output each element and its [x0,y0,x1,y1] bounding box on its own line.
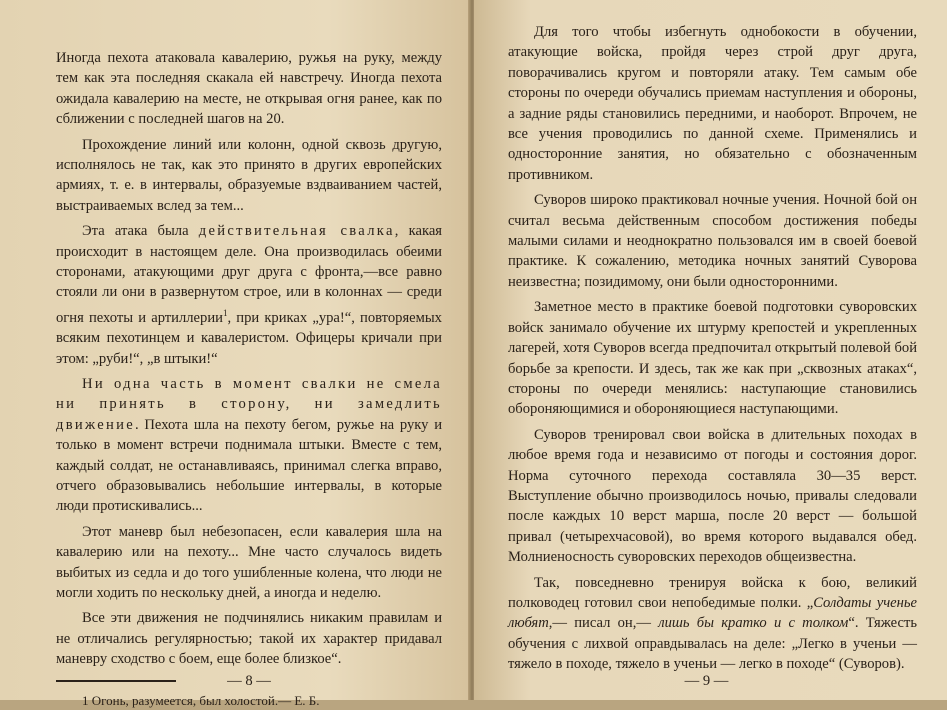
page-number: — 8 — [227,673,271,689]
paragraph: Иногда пехота атаковала кавалерию, ружья на руку, между тем как эта последняя скакала ей навстречу. Иногда пехота ожидала кавалерию на месте, не открывая огня ранее, как по сближении с последней шагов на 20. [56,50,442,128]
paragraph: Суворов тренировал свои войска в длительных походах в любое время года и независимо от погоды и состояния дорог. Норма суточного перехода составляла 30—35 верст. Выступление обычно производилось ночью, привалы следовали после каждых 10 верст марша, после 20 верст — большой привал (четырехчасовой), во время которого выдавался обед. Молниеносность суворовских переходов общеизвестна. [508,426,917,566]
italic-quote: лишь бы кратко и с толком [658,615,849,632]
paragraph: Этот маневр был небезопасен, если кавалерия шла на кавалерию или на пехоту... Мне часто случалось видеть выбитых из седла и до того ушибленные колена, что люди не могли ходить по нескольку дней, а иногда и неделю. [56,523,442,602]
right-page [474,0,947,700]
text-run: “. Тяжесть обучения с лихвой оправдывалась на деле: „Легко в ученьи — тяжело в походе, тяжело в ученьи — легко в походе“ (Суворов). [508,615,918,673]
paragraph [508,573,917,675]
paragraph: Суворов широко практиковал ночные учения. Ночной бой он считал весьма действенным способом достижения победы малыми силами и неоднократно пользовался им в своей боевой практике. К сожалению, методика ночных занятий Суворова неизвестна; позидимому, они были односторонними. [508,192,917,290]
paragraph [56,221,442,369]
spaced-text: Ни одна часть в момент свалки не смела ни принять в сторону, ни замедлить движение [56,375,442,433]
italic-quote: Солдаты ученье любят [508,594,917,632]
paragraph [56,374,442,517]
footnote-ref: 1 [222,307,228,318]
text-run: , какая происходит в настоящем деле. Она производилась обеими сторонами, атакующими друг друга с фронта,—все равно стояли ли они в развернутом строе, или в колоннах — среди огня пехоты и артиллерии [56,223,443,326]
paragraph: Заметное место в практике боевой подготовки суворовских войск занимало обучение их штурму крепостей и укрепленных лагерей, хотя Суворов всегда предпочитал открытый полевой бой борьбе за крепости. И здесь, так же как при „сквозных атаках“, стороны по очереди менялись: наступающие становились обороняющимися и обороняющиеся наступающими. [508,299,917,418]
text-run: . Пехота шла на пехоту бегом, ружье на руку и только в момент встречи поднимала штыки. Вместе с тем, каждый солдат, не останавливаясь, принимал слегка вправо, отчего образовывались небольшие интервалы, в которые люди протискивались... [56,416,442,515]
paragraph: Для того чтобы избегнуть однобокости в обучении, атакующие войска, пройдя через строй друг друга, поворачивались кругом и повторяли атаку. Тем самым обе стороны по очереди обучались приемам наступления и обороны, а задние ряды становились передними, и наоборот. Впрочем, не все учения проводились по данной схеме. Применялись и односторонние занятия, но обязательно с обозначенным противником. [508,24,917,183]
text-run: Так, повседневно тренируя войска к бою, великий полководец готовил свои непобедимые полки. „ [508,574,917,611]
paragraph: Все эти движения не подчинялись никаким правилам и не отличались регулярностью; такой их характер придавал маневру сходство с боем, еще более близкое“. [56,610,442,668]
text-run: , при криках „ура!“, повторяемых всяким пехотинцем и кавалеристом. Офицеры кричали при этом: „руби!“, „в штыки!“ [56,309,442,367]
footnote: 1 Огонь, разумеется, был холостой.— Е. Б. [82,692,320,708]
text-run: ,— писал он,— [548,615,659,632]
paragraph: Прохождение линий или колонн, одной сквозь другую, исполнялось не так, как это принято в других европейских армиях, т. е. в интервалы, образуемые вздваиванием частей, выстраиваемых вслед за тем... [56,136,442,214]
spaced-text: действительная свалка [198,223,395,240]
page-number: — 9 — [684,673,729,689]
left-page [0,0,470,708]
text-run: Эта атака была [82,223,199,240]
